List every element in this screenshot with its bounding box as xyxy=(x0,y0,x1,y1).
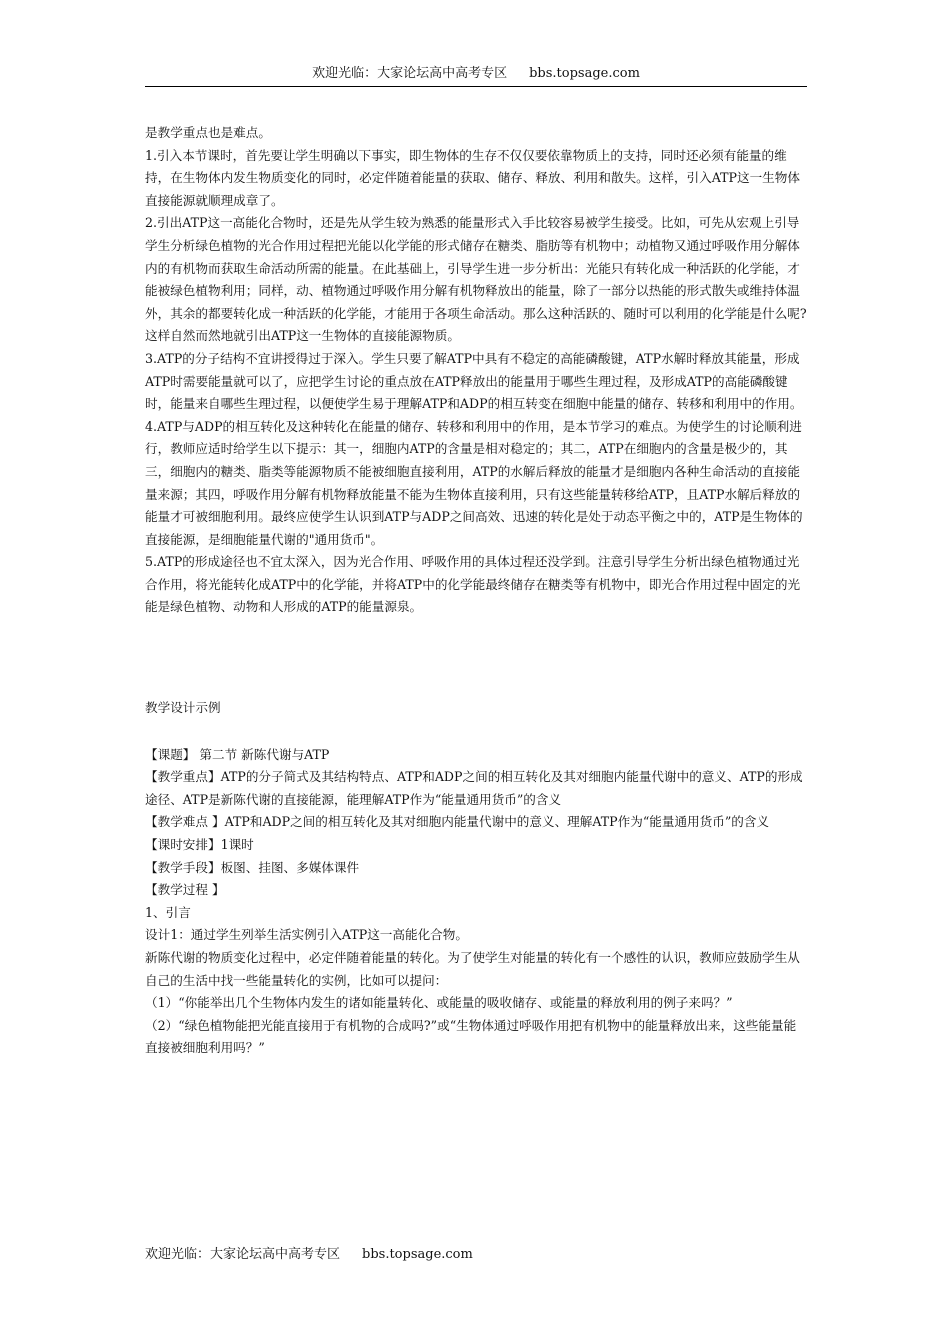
lesson-topic: 【课题】 第二节 新陈代谢与ATP xyxy=(145,746,330,762)
paragraph-point-2: 2.引出ATP这一高能化合物时，还是先从学生较为熟悉的能量形式入手比较容易被学生接受。比如，可先从宏观上引导学生分析绿色植物的光合作用过程把光能以化学能的形式储存在糖类、脂肪等有机物中；动植物又通过呼吸作用分解体内的有机物而获取生命活动所需的能量。在此基础上，引导学生进一步分析出：光能只有转化成一种活跃的化学能，才能被绿色植物利用；同样，动、植物通过呼吸作用分解有机物释放出的能量，除了一部分以热能的形式散失或维持体温外，其余的都要转化成一种活跃的化学能，才能用于各项生命活动。那么这种活跃的、随时可以利用的化学能是什么呢?这样自然而然地就引出ATP这一生物体的直接能源物质。 xyxy=(145,215,807,344)
paragraph-continuation: 是教学重点也是难点。 xyxy=(145,125,271,140)
document-body xyxy=(145,122,807,1060)
footer-url[interactable]: bbs.topsage.com xyxy=(362,1247,473,1262)
lesson-design-1: 设计1：通过学生列举生活实例引入ATP这一高能化合物。 xyxy=(145,927,468,943)
lesson-step-intro: 1、引言 xyxy=(145,904,191,920)
page-header xyxy=(145,64,807,87)
lesson-process-heading: 【教学过程 】 xyxy=(145,882,225,898)
header-welcome-text: 欢迎光临：大家论坛高中高考专区 xyxy=(312,66,508,81)
footer-welcome-text: 欢迎光临：大家论坛高中高考专区 xyxy=(145,1247,341,1262)
page-footer xyxy=(145,1245,473,1265)
lesson-schedule: 【课时安排】1课时 xyxy=(145,837,254,853)
paragraph-point-4: 4.ATP与ADP的相互转化及这种转化在能量的储存、转移和利用中的作用，是本节学习的难点。为使学生的讨论顺利进行，教师应适时给学生以下提示：其一，细胞内ATP的含量是相对稳定的；其二，ATP在细胞内的含量是极少的，其三，细胞内的糖类、脂类等能源物质不能被细胞直接利用，ATP的水解后释放的能量才是细胞内各种生命活动的直接能量来源；其四，呼吸作用分解有机物释放能量不能为生物体直接利用，只有这些能量转移给ATP，且ATP水解后释放的能量才可被细胞利用。最终应使学生认识到ATP与ADP之间高效、迅速的转化是处于动态平衡之中的，ATP是生物体的直接能源，是细胞能量代谢的"通用货币"。 xyxy=(145,418,803,547)
spacer xyxy=(145,619,807,697)
lesson-question-2: （2）“绿色植物能把光能直接用于有机物的合成吗?”或“生物体通过呼吸作用把有机物中的能量释放出来，这些能量能直接被细胞利用吗？” xyxy=(145,1017,797,1056)
section-title: 教学设计示例 xyxy=(145,700,221,716)
header-url[interactable]: bbs.topsage.com xyxy=(529,66,640,81)
lesson-design-description: 新陈代谢的物质变化过程中，必定伴随着能量的转化。为了使学生对能量的转化有一个感性的认识，教师应鼓励学生从自己的生活中找一些能量转化的实例，比如可以提问： xyxy=(145,950,800,988)
lesson-key-points: 【教学重点】ATP的分子简式及其结构特点、ATP和ADP之间的相互转化及其对细胞内能量代谢中的意义、ATP的形成途径、ATP是新陈代谢的直接能源，能理解ATP作为“能量通用货币”的含义 xyxy=(145,769,803,807)
paragraph-point-1: 1.引入本节课时，首先要让学生明确以下事实，即生物体的生存不仅仅要依靠物质上的支持，同时还必须有能量的维持，在生物体内发生物质变化的同时，必定伴随着能量的获取、储存、释放、利用和散失。这样，引入ATP这一生物体直接能源就顺理成章了。 xyxy=(145,147,800,208)
spacer xyxy=(145,720,807,744)
paragraph-point-3: 3.ATP的分子结构不宜讲授得过于深入。学生只要了解ATP中具有不稳定的高能磷酸键，ATP水解时释放其能量，形成ATP时需要能量就可以了，应把学生讨论的重点放在ATP释放出的能量用于哪些生理过程，及形成ATP的高能磷酸键时，能量来自哪些生理过程，以便使学生易于理解ATP和ADP的相互转变在细胞中能量的储存、转移和利用中的作用。 xyxy=(145,350,803,412)
lesson-question-1: （1）“你能举出几个生物体内发生的诸如能量转化、或能量的吸收储存、或能量的释放利用的例子来吗？” xyxy=(145,995,733,1011)
paragraph-point-5: 5.ATP的形成途径也不宜太深入，因为光合作用、呼吸作用的具体过程还没学到。注意引导学生分析出绿色植物通过光合作用，将光能转化成ATP中的化学能，并将ATP中的化学能最终储存在糖类等有机物中，即光合作用过程中固定的光能是绿色植物、动物和人形成的ATP的能量源泉。 xyxy=(145,554,801,615)
lesson-difficulties: 【教学难点 】ATP和ADP之间的相互转化及其对细胞内能量代谢中的意义、理解ATP作为“能量通用货币”的含义 xyxy=(145,814,770,830)
lesson-means: 【教学手段】板图、挂图、多媒体课件 xyxy=(145,859,360,875)
